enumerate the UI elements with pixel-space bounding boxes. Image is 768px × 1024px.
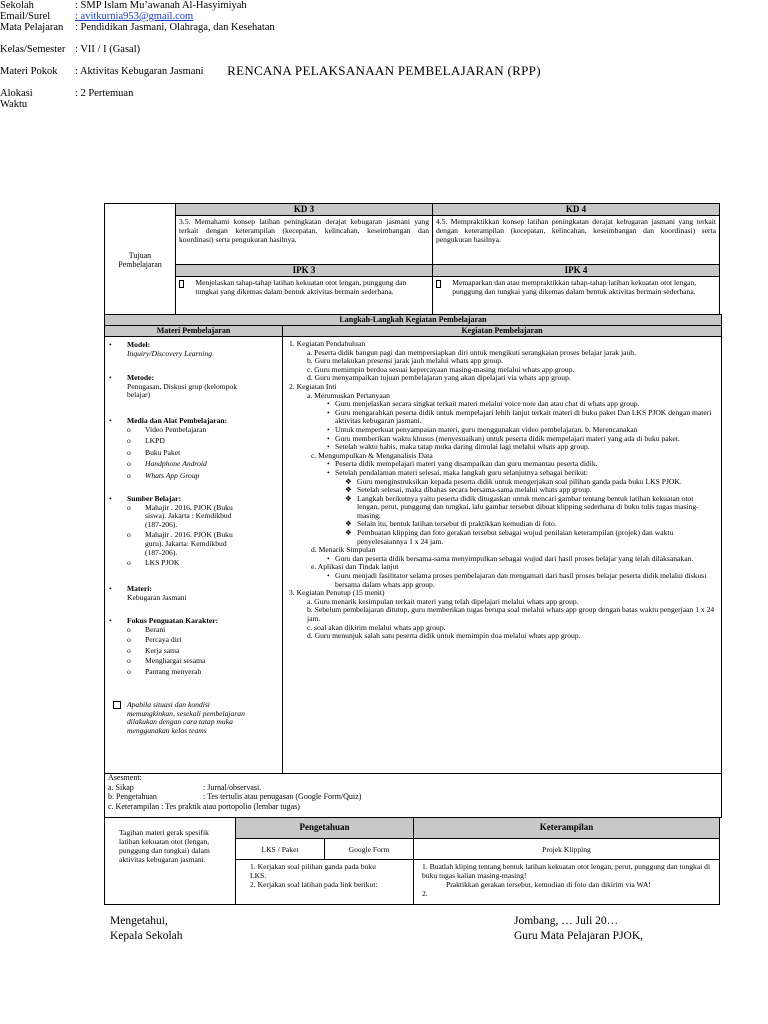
kegiatan-subitem: • Guru dan peserta didik bersama-sama menyimpulkan sebagai wujud dari hasil proses belajar yang telah dilaksanakan. [327,553,694,563]
tagihan-table [104,817,720,905]
kegiatan-item: d. Guru menunjuk salah satu peserta didik untuk memimpin doa melalui whats app group. [307,631,581,641]
metode-label: Metode: [127,373,154,382]
model-label: Model: [127,340,151,349]
kd4-header: KD 4 [433,204,720,216]
ipk3-text: Menjelaskan tahap-tahap latihan kekuatan otot lengan, punggung dan tungkai yang dikemas dalam bentuk aktivitas bermain sederhana. [195,278,407,296]
media-label: Media dan Alat Pembelajaran: [127,416,228,425]
bullet-icon: • [109,494,112,503]
kegiatan-item: d. Guru menyampaikan tujuan pembelajaran yang akan dipelajari via whats app group. [307,373,571,383]
media-item: o Buku Paket [127,447,181,457]
checkbox-icon [436,280,441,288]
task-item: 1. Kerjakan soal pilihan ganda pada buku LKS. [250,862,376,880]
info-value: : Pendidikan Jasmani, Olahraga, dan Kesehatan [75,22,275,33]
ipk4-text: Memaparkan dan atau mempraktikkan tahap-tahap latihan kekuatan otot lengan, punggung dan tungkai yang dikemas dalam bentuk aktivitas bermain sederhana. [452,278,697,296]
kegiatan-header: Kegiatan Pembelajaran [283,326,721,337]
ipk4-cell [433,277,720,316]
info-row-sekolah [0,0,520,11]
email-link[interactable]: : avitkurnia953@gmail.com [75,11,194,22]
kegiatan-subsubitem: ❖ Selain itu, bentuk latihan tersebut di praktikkan kemudian di foto. [345,519,557,529]
sumber-item: o LKS PJOK [127,558,180,568]
keterampilan-header: Keterampilan [414,818,720,839]
langkah-section [104,314,722,774]
info-row-mapel [0,22,520,44]
media-item: o Whats App Group [127,470,200,480]
keterampilan-tasks [414,860,720,905]
signature-right [514,914,643,944]
materi-column [105,337,283,773]
kegiatan-item: b. Sebelum pembelajaran ditutup, guru memberikan tugas berupa soal melalui whats app group dengan batas waktu pengerjaan 1 x 24 jam. [307,605,715,623]
kegiatan-item: e. Aplikasi dan Tindak lanjut [311,562,399,572]
info-label: Mata Pelajaran [0,22,64,33]
bullet-icon: • [109,616,112,625]
projek-header: Projek Klipping [414,839,720,860]
kegiatan-list [289,340,717,641]
materi-header: Materi Pembelajaran [105,326,283,337]
info-value: : Aktivitas Kebugaran Jasmani [75,66,204,77]
kegiatan-item: a. Peserta didik bangun pagi dan mempersiapkan diri untuk mengikuti serangkaian proses belajar jarak jauh. [307,347,636,357]
info-label: Alokasi Waktu [0,88,33,110]
media-item: o Video Pembelajaran [127,424,207,434]
signature-guru: Guru Mata Pelajaran PJOK, [514,930,644,942]
kegiatan-item: a. Merumuskan Pertanyaan [307,390,390,400]
task-item: 2. Kerjakan soal latihan pada link berikut: [250,880,378,889]
kd3-text: 3.5. Memahami konsep latihan peningkatan derajat kebugaran jasmani yang terkait dengan keterampilan (kecepatan, kelincahan, keseimbangan dan koordinasi) serta pengukuran hasilnya. [176,216,433,265]
sumber-item: o Mahajir . 2016. PJOK (Buku siswa). Jakarta : Kemdikbud (187-206). [127,502,233,529]
info-label: Kelas/Semester [0,44,66,55]
kd3-header: KD 3 [176,204,433,216]
fokus-label: Fokus Penguatan Karakter: [127,616,219,625]
task-item: Praktikkan gerakan tersebut, kemudian di foto dan dikirim via WA! [446,880,651,889]
kegiatan-subitem: • Setelah pendalaman materi selesai, maka langkah guru selanjutnya sebagai berikut: [327,467,589,477]
ipk3-cell [176,277,433,316]
fokus-item: o Berani [127,624,166,634]
materi-value: Kebugaran Jasmani [127,592,187,602]
pengetahuan-header: Pengetahuan [236,818,414,839]
checkbox-icon [113,701,124,710]
metode-value: Penugasan, Diskusi grup (kelompok belajar) [127,381,238,400]
media-item: o Handphone Android [127,459,207,469]
signature-date: Jombang, … Juli 20… [514,915,619,927]
kegiatan-item: d. Menarik Simpulan [311,545,376,555]
ipk3-header: IPK 3 [176,265,433,277]
tujuan-label: Tujuan Pembelajaran [105,204,176,316]
kegiatan-subsubitem: ❖ Setelah selesai, maka dibahas secara bersama-sama melalui whats app group. [345,485,592,495]
metode-block [127,374,247,400]
teams-note: Apabila situasi dan kondisi memungkinkan, sesekali pembelajaran dilakukan dengan cara tatap muka menggunakan kelas teams [127,700,245,735]
sumber-block [127,495,277,568]
kegiatan-subitem: • Guru mengarahkan peserta didik untuk mempelajari lebih lanjut terkait materi di buku paket Dan LKS PJOK dengan materi aktivitas kebugaran jasmani. [327,407,712,426]
info-row-alokasi [0,88,520,110]
info-label: Materi Pokok [0,66,58,77]
sumber-item: o Mahajir . 2016. PJOK (Buku guru). Jakarta: Kemdikbud (187-206). [127,530,233,557]
kegiatan-penutup: 3. Kegiatan Penutup (15 menit) [289,588,385,598]
sumber-label: Sumber Belajar: [127,494,182,503]
info-row-email [0,11,520,22]
model-block [127,341,277,358]
task-item: 2. [422,889,428,898]
kegiatan-item: c. Guru memimpin berdoa sesuai kepercayaan masing-masing melalui whats app group. [307,364,575,374]
kegiatan-subitem: • Untuk memperkuat penyampaian materi, guru menggunakan video pembelajaran. b. Merencanakan [327,424,638,434]
fokus-item: o Percaya diri [127,635,182,645]
kegiatan-item: c. soal akan dikirim melalui whats app group. [307,622,446,632]
asesmen-row: a. Sikap : Jurnal/observasi. [108,782,262,792]
fokus-block [127,617,277,677]
materi-block [127,585,277,602]
kegiatan-subitem: • Peserta didik mempelajari materi yang disampaikan dan guru memantau peserta didik. [327,459,598,469]
ipk4-header: IPK 4 [433,265,720,277]
bullet-icon: • [109,373,112,382]
kegiatan-subsubitem: ❖ Langkah berikutnya yaitu peserta didik ditugaskan untuk mencari gambar tentang bentuk latihan kekuatan otot lengan, perut, punggung dan tungkai, lalu gambar tersebut dibuat klipping sederhana di buku tulis tugas masing-masing. [345,493,699,520]
kegiatan-subitem: • Guru memberikan waktu khusus (menyesuaikan) untuk peserta didik mempelajari materi yang ada di buku paket. [327,433,680,443]
kegiatan-inti: 2. Kegiatan Inti [289,381,337,391]
fokus-item: o Pantang menyerah [127,666,202,676]
info-value: : VII / I (Gasal) [75,44,141,55]
media-item: o LKPD [127,436,165,446]
gform-header: Google Form [325,839,414,860]
fokus-item: o Menghargai sesama [127,656,206,666]
tagihan-label: Tagihan materi gerak spesifik latihan kekuatan otot (lengan, punggung dan tungkai) dalam aktivitas kebugaran jasmani. [105,818,236,905]
task-item: 1. Buatlah kliping tentang bentuk latihan kekuatan otot lengan, perut, punggung dan tungkai di buku tugas kalian masing-masing! [422,862,711,880]
kegiatan-subitem: • Guru menjelaskan secara singkat terkait materi melalui voice note dan atau chat di whats app group. [327,399,640,409]
info-label: Email/Surel [0,11,51,22]
kegiatan-subsubitem: ❖ Pembuatan klipping dan foto gerakan tersebut sebagai wujud penilaian keterampilan (projek) dan waktu penyelesaiannya 1 x 24 jam. [345,528,674,546]
asesmen-head: Asesment: [108,773,142,782]
kegiatan-subitem: • Setelah waktu habis, maka tatap muka daring dimulai lagi melalui whats app group. [327,442,590,452]
materi-label: Materi: [127,584,152,593]
langkah-header: Langkah-Langkah Kegiatan Pembelajaran [105,315,721,326]
pengetahuan-tasks [236,860,414,905]
signature-left [110,914,183,944]
fokus-item: o Kerja sama [127,645,180,655]
bullet-icon: • [109,416,112,425]
info-label: Sekolah [0,0,34,11]
kegiatan-item: a. Guru menarik kesimpulan terkait materi yang telah dipelajari melalui whats app group. [307,596,579,606]
asesmen-row: b. Pengetahuan : Tes tertulis atau penugasan (Google Form/Quiz) [108,792,362,801]
school-info [0,0,520,110]
bullet-icon: • [109,340,112,349]
asesmen-row: c. Keterampilan : Tes praktik atau portopolio (lembar tugas) [108,801,300,811]
kegiatan-subitem: • Guru menjadi fasilitator selama proses pembelajaran dan mengamati dari hasil proses belajar peserta didik melalui diskusi bersama dalam whats app group. [327,571,707,589]
kegiatan-item: c. Mengumpulkan & Menganalisis Data [311,450,433,460]
kd4-text: 4.5. Mempraktikkan konsep latihan peningkatan derajat kebugaran jasmani yang terkait dengan keterampilan (kecepatan, kelincahan, keseimbangan dan koordinasi) serta pengukuran hasilnya. [433,216,720,265]
kegiatan-pendahuluan: 1. Kegiatan Pendahuluan [289,339,366,348]
model-value: Inquiry/Discovery Learning [127,348,212,358]
asesmen-section [104,773,722,818]
kd-table [104,203,720,316]
lks-header: LKS / Paket [236,839,325,860]
signature-kepala: Kepala Sekolah [110,930,183,942]
kegiatan-subsubitem: ❖ Guru menginstruksikan kepada peserta didik untuk mengerjakan soal pilihan ganda pada buku LKS PJOK. [345,476,682,486]
checkbox-icon [179,280,184,288]
signature-mengetahui: Mengetahui, [110,915,168,927]
kegiatan-item: b. Guru melakukan presensi jarak jauh melalui whats app group. [307,356,503,366]
media-block [127,417,277,481]
info-value: : SMP Islam Mu’awanah Al-Hasyimiyah [75,0,247,11]
bullet-icon: • [109,584,112,593]
document-title: RENCANA PELAKSANAAN PEMBELAJARAN (RPP) [227,63,541,78]
info-value: : 2 Pertemuan [75,88,134,99]
